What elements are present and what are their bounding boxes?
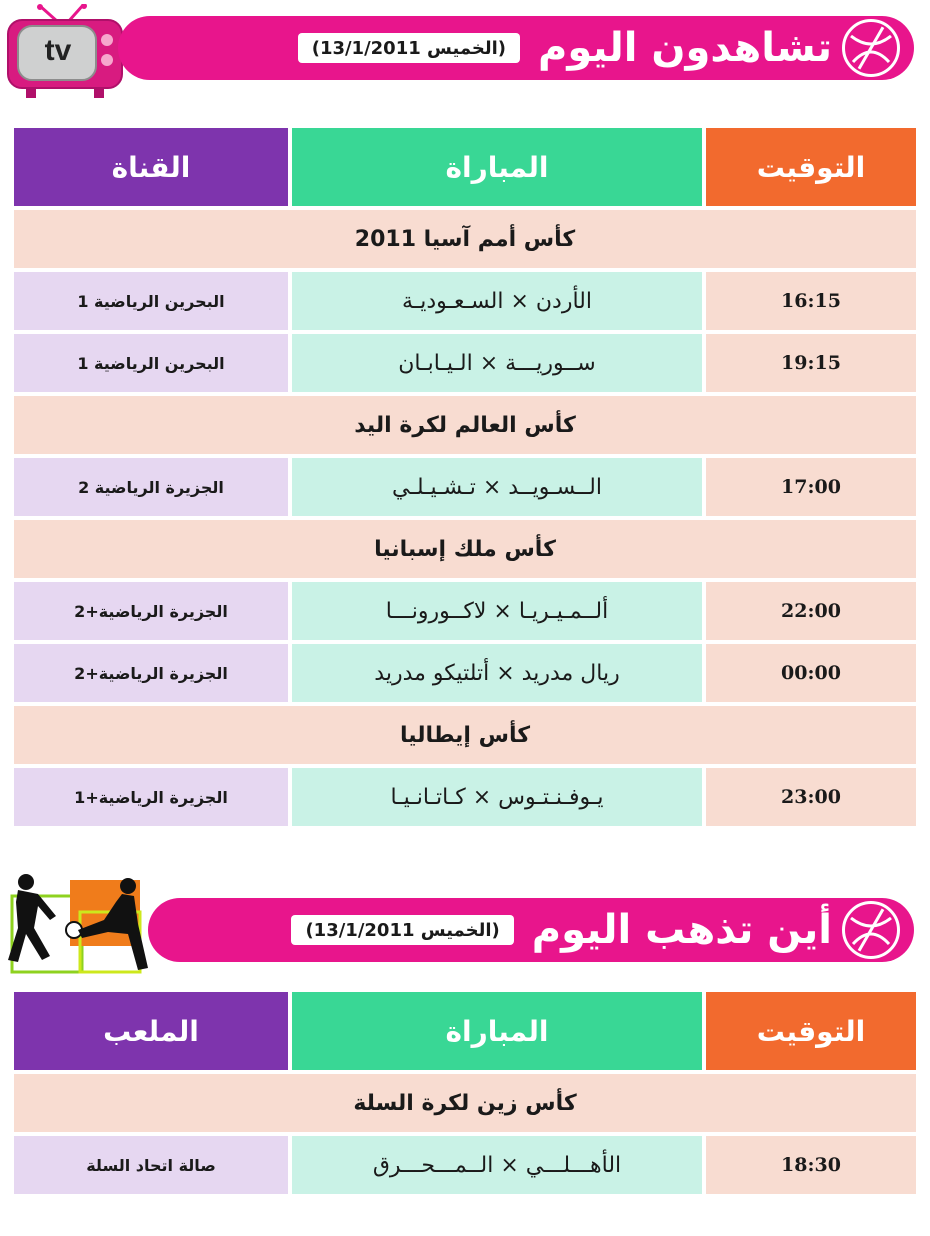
match-channel: الجزيرة الرياضية+2	[14, 582, 288, 640]
match-channel: الجزيرة الرياضية+2	[14, 644, 288, 702]
go-section-date: (الخميس 13/1/2011)	[291, 915, 513, 945]
tv-logo-text: tv	[44, 34, 72, 67]
match-time: 16:15	[706, 272, 916, 330]
match-venue: صالة اتحاد السلة	[14, 1136, 288, 1194]
match-time: 23:00	[706, 768, 916, 826]
competition-label: كأس أمم آسيا 2011	[14, 210, 916, 268]
header-match: المباراة	[292, 992, 702, 1070]
tv-section-title: تشاهدون اليوم	[538, 25, 832, 71]
match-time: 19:15	[706, 334, 916, 392]
match-channel: البحرين الرياضية 1	[14, 272, 288, 330]
table-row	[14, 644, 916, 702]
header-venue: الملعب	[14, 992, 288, 1070]
basketball-icon	[842, 901, 900, 959]
competition-label: كأس ملك إسبانيا	[14, 520, 916, 578]
table-header-row	[14, 128, 916, 206]
tv-icon	[6, 4, 124, 100]
match-time: 22:00	[706, 582, 916, 640]
table-row	[14, 458, 916, 516]
football-players-graphic	[4, 872, 154, 976]
table-row	[14, 582, 916, 640]
competition-label: كأس العالم لكرة اليد	[14, 396, 916, 454]
tv-section-banner	[118, 16, 914, 80]
match-channel: الجزيرة الرياضية 2	[14, 458, 288, 516]
competition-label: كأس زين لكرة السلة	[14, 1074, 916, 1132]
table-row	[14, 768, 916, 826]
match-time: 18:30	[706, 1136, 916, 1194]
header-time: التوقيت	[706, 128, 916, 206]
competition-label: كأس إيطاليا	[14, 706, 916, 764]
table-row	[14, 272, 916, 330]
match-channel: البحرين الرياضية 1	[14, 334, 288, 392]
go-section-banner	[148, 898, 914, 962]
match-teams: الــسـويــد × تـشـيـلـي	[292, 458, 702, 516]
match-teams: الأهـــلـــي × الــمـــحـــرق	[292, 1136, 702, 1194]
venue-schedule-table	[10, 988, 920, 1198]
match-teams: ســوريـــة × الـيـابـان	[292, 334, 702, 392]
go-section-title: أين تذهب اليوم	[531, 907, 832, 953]
header-channel: القناة	[14, 128, 288, 206]
match-teams: يـوفـنـتـوس × كـاتـانـيـا	[292, 768, 702, 826]
basketball-icon	[842, 19, 900, 77]
match-teams: الأردن × السـعـوديـة	[292, 272, 702, 330]
match-time: 00:00	[706, 644, 916, 702]
tv-section-date: (الخميس 13/1/2011)	[298, 33, 520, 63]
header-match: المباراة	[292, 128, 702, 206]
match-teams: ريال مدريد × أتلتيكو مدريد	[292, 644, 702, 702]
match-time: 17:00	[706, 458, 916, 516]
match-teams: ألــمـيـريـا × لاكــورونـــا	[292, 582, 702, 640]
header-time: التوقيت	[706, 992, 916, 1070]
table-row	[14, 334, 916, 392]
match-channel: الجزيرة الرياضية+1	[14, 768, 288, 826]
tv-schedule-table	[10, 124, 920, 830]
table-header-row	[14, 992, 916, 1070]
table-row	[14, 1136, 916, 1194]
